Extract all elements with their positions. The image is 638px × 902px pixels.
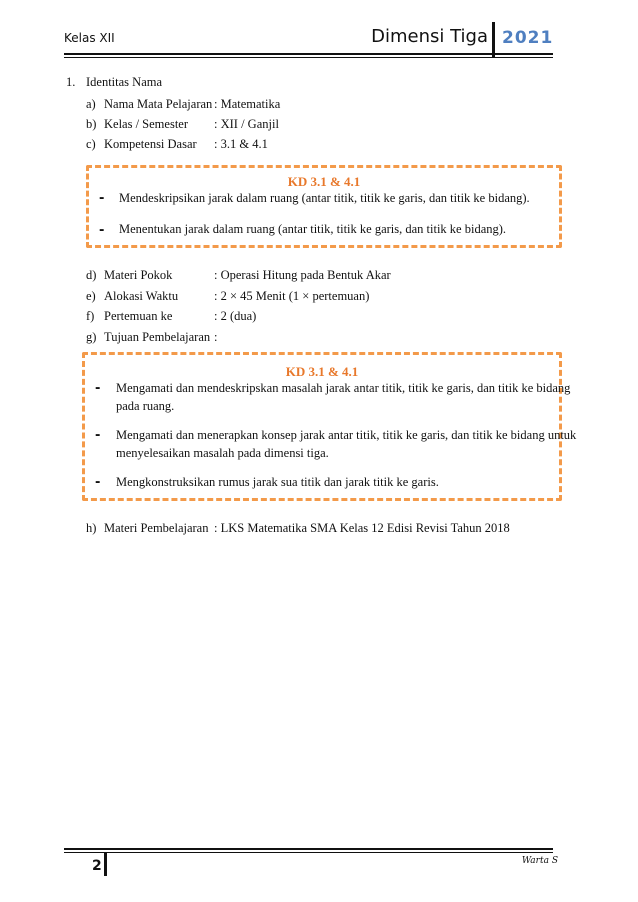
item-label: Tujuan Pembelajaran xyxy=(104,330,211,344)
item-value: : Matematika xyxy=(214,97,281,111)
footer-separator xyxy=(104,852,107,876)
section-number: 1. xyxy=(66,75,76,89)
item-letter: g) xyxy=(86,330,97,344)
footer-rule xyxy=(64,848,553,850)
item-value: : XII / Ganjil xyxy=(214,117,279,131)
bullet-dash: - xyxy=(95,428,101,443)
item-letter: c) xyxy=(86,137,96,151)
section-title: Identitas Nama xyxy=(86,75,163,89)
goal-bullet-line: Mengamati dan menerapkan konsep jarak antar titik, titik ke garis, dan titik ke bidang untuk xyxy=(116,428,577,442)
item-value: : 2 × 45 Menit (1 × pertemuan) xyxy=(214,289,370,303)
goal-box-title: KD 3.1 & 4.1 xyxy=(285,364,359,379)
header-rule xyxy=(64,53,553,55)
header-title: Dimensi Tiga xyxy=(371,26,488,47)
item-value: : xyxy=(214,330,218,344)
footer-author: Warta S xyxy=(521,856,558,866)
goal-bullet-line: Mengamati dan mendeskripskan masalah jarak antar titik, titik ke garis, dan titik ke bidang xyxy=(116,381,571,395)
item-value: : 2 (dua) xyxy=(214,309,257,323)
bullet-dash: - xyxy=(95,475,101,490)
kd-bullet: Menentukan jarak dalam ruang (antar titik, titik ke garis, dan titik ke bidang). xyxy=(119,222,507,236)
item-label: Alokasi Waktu xyxy=(104,289,179,303)
item-letter: a) xyxy=(86,97,96,111)
item-value: : Operasi Hitung pada Bentuk Akar xyxy=(214,268,391,282)
item-letter: h) xyxy=(86,521,97,535)
page-number: 2 xyxy=(92,858,102,874)
kd-box xyxy=(86,165,562,248)
item-letter: e) xyxy=(86,289,96,303)
bullet-dash: - xyxy=(95,381,101,396)
item-label: Materi Pembelajaran xyxy=(104,521,209,535)
kd-box-title: KD 3.1 & 4.1 xyxy=(287,174,361,189)
item-label: Kompetensi Dasar xyxy=(104,137,197,151)
goal-bullet-line: pada ruang. xyxy=(116,399,175,413)
item-label: Pertemuan ke xyxy=(104,309,173,323)
header-year: 2021 xyxy=(502,28,554,48)
goal-bullet-line: Mengkonstruksikan rumus jarak sua titik dan jarak titik ke garis. xyxy=(116,475,439,489)
goal-bullet-line: menyelesaikan masalah pada dimensi tiga. xyxy=(116,446,329,460)
item-value: : LKS Matematika SMA Kelas 12 Edisi Revisi Tahun 2018 xyxy=(214,521,510,535)
item-value: : 3.1 & 4.1 xyxy=(214,137,268,151)
item-letter: b) xyxy=(86,117,97,131)
footer-rule-thin xyxy=(64,852,553,853)
goal-box xyxy=(82,352,577,501)
item-label: Nama Mata Pelajaran xyxy=(104,97,213,111)
item-letter: d) xyxy=(86,268,97,282)
header-rule-thin xyxy=(64,57,553,58)
item-label: Kelas / Semester xyxy=(104,117,189,131)
bullet-dash: - xyxy=(99,223,105,238)
header-class-label: Kelas XII xyxy=(64,31,115,45)
bullet-dash: - xyxy=(99,191,105,206)
item-label: Materi Pokok xyxy=(104,268,173,282)
kd-bullet: Mendeskripsikan jarak dalam ruang (antar titik, titik ke garis, dan titik ke bidang). xyxy=(119,191,530,205)
item-letter: f) xyxy=(86,309,95,323)
